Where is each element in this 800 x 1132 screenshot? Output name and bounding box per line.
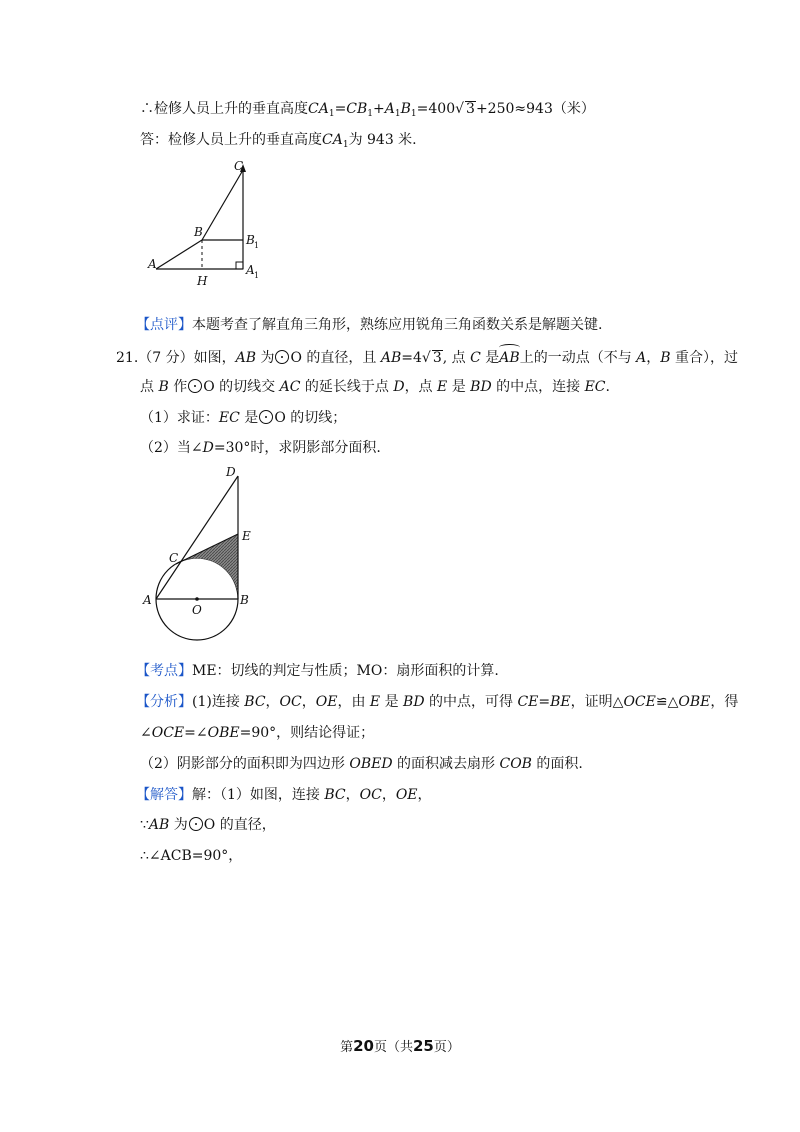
label-H: H [197,274,208,288]
comment-tag: 【点评】 [136,317,192,333]
solution-tag: 【解答】 [136,787,192,803]
label-C: C [234,159,244,173]
label-C: C [169,551,179,565]
question-number: 21. [116,350,139,366]
comment-line: 【点评】本题考查了解直角三角形，熟练应用锐角三角函数关系是解题关键. [136,317,603,333]
key-point-line: 【考点】ME：切线的判定与性质；MO：扇形面积的计算. [136,663,499,679]
label-B1: B [246,233,255,247]
label-A1: A [246,263,255,277]
arc-AB: AB [499,347,519,367]
answer-line: 答：检修人员上升的垂直高度$CA_1$为 943 米. [140,132,417,150]
analysis-line-1: 【分析】(1)连接 BC，OC，OE，由 E 是 BD 的中点，可得 CE=BE，证明△OCE≌△OBE，得 [136,694,739,710]
label-B: B [240,593,249,607]
page-footer: 第20页（共25页） [340,1037,460,1055]
circle-dot-icon [188,379,202,393]
sqrt-value: 3 [466,101,475,117]
figure-inclined-lift [140,156,280,292]
question-21-line-2: 点 B 作 O 的切线交 AC 的延长线于点 D，点 E 是 BD 的中点，连接 EC. [140,379,610,395]
label-B: B [194,225,203,239]
part-2: （2）当∠D=30°时，求阴影部分面积. [140,440,381,456]
page-number: 20 [353,1037,374,1055]
solution-line-1: 【解答】解：（1）如图，连接 BC，OC，OE， [136,787,432,803]
analysis-line-2: ∠OCE=∠OBE=90°，则结论得证； [140,725,375,741]
svg-text:1: 1 [254,241,260,250]
page-total: 25 [413,1037,434,1055]
part-1: （1）求证：EC 是 O 的切线； [140,410,347,426]
label-A: A [148,257,157,271]
solution-line-2: ∵AB 为 O 的直径， [140,817,276,833]
height-conclusion-line: ∴检修人员上升的垂直高度$CA_1=CB_1+A_1B_1=400√$ 3+250≈943（米） [140,101,595,119]
analysis-tag: 【分析】 [136,694,192,710]
label-D: D [226,465,236,479]
svg-text:1: 1 [254,271,260,280]
label-A: A [143,593,152,607]
key-point-tag: 【考点】 [136,663,192,679]
label-O: O [192,603,202,617]
sqrt-symbol: √ [455,101,465,117]
question-21-line-1: 21.（7 分）如图，AB 为 O 的直径，且 AB=4√ 3, 点 C 是AB上的一动点（不与 A，B 重合），过 [116,347,738,367]
circle-dot-icon [189,817,203,831]
label-E: E [242,529,251,543]
solution-line-3: ∴∠ACB=90°， [140,848,243,864]
figure-circle-tangent [140,458,270,648]
circle-dot-icon [259,410,273,424]
analysis-line-3: （2）阴影部分的面积即为四边形 OBED 的面积减去扇形 COB 的面积. [140,756,583,772]
circle-dot-icon [275,350,289,364]
